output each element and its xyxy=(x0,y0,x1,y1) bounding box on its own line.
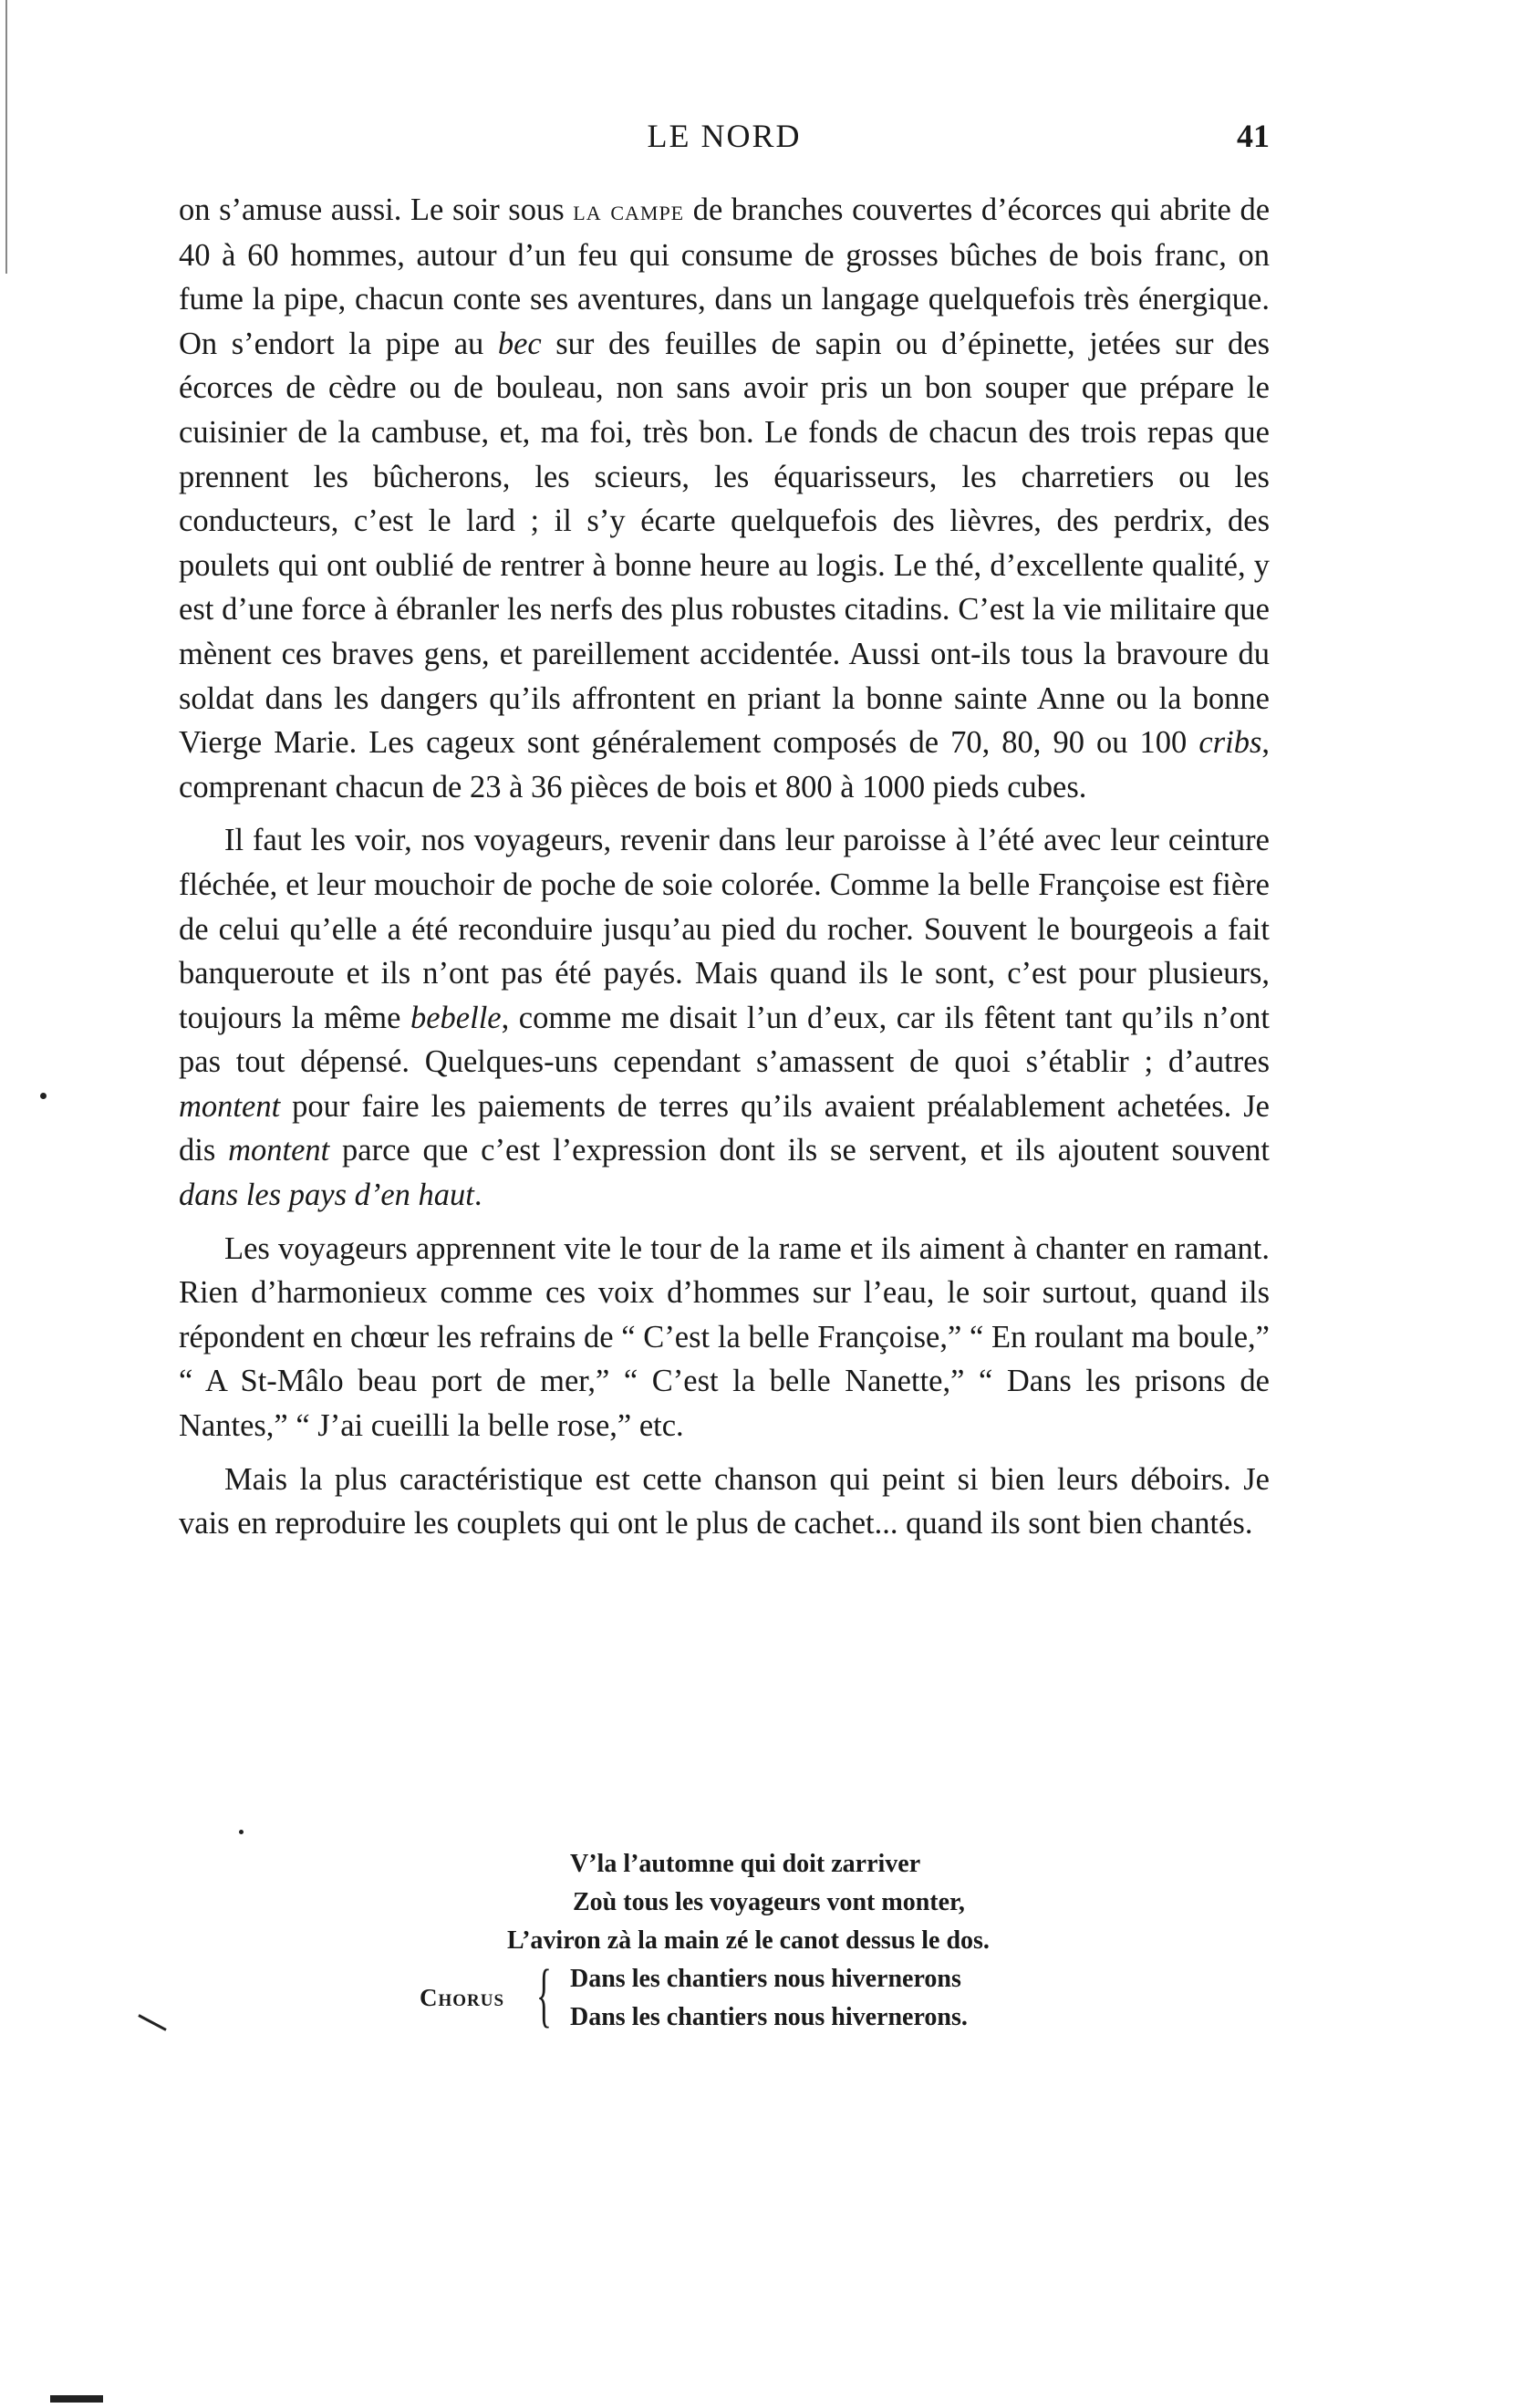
text-run: de branches couvertes d’écorces qui abrite de 40 à 60 hommes, autour d’un feu qui consume de grosses bûches de bois franc, on fume la pipe, chacun conte ses aventures, dans un langage quelquefois très énergique. On s’endort la pipe au xyxy=(179,192,1271,361)
page-header xyxy=(179,117,1270,162)
text-run: , comme me disait l’un d’eux, car ils fêtent tant qu’ils n’ont pas tout dépensé. Quelques-uns cependant s’amassent de quoi s’établir ; d’autres xyxy=(179,1000,1271,1080)
italic-term: montent xyxy=(228,1133,330,1168)
italic-term: bebelle xyxy=(410,1000,502,1035)
scan-mark-bullet xyxy=(40,1093,47,1099)
chorus-line: Dans les chantiers nous hivernerons. xyxy=(570,2003,968,2031)
text-run: parce que c’est l’expression dont ils se servent, et ils ajoutent souvent xyxy=(329,1133,1270,1168)
text-run: Mais la plus caractéristique est cette chanson qui peint si bien leurs déboirs. Je vais en reproduire les couplets qui ont le plus de cachet... quand ils sont bien chantés. xyxy=(179,1461,1270,1541)
song-verse xyxy=(420,1845,1149,2037)
scan-mark-left-edge xyxy=(5,0,7,274)
italic-term: cribs xyxy=(1198,725,1262,761)
italic-term: dans les pays d’en haut xyxy=(179,1178,474,1213)
verse-line: Zoù tous les voyageurs vont monter, xyxy=(573,1888,965,1916)
text-run: Les voyageurs apprennent vite le tour de la rame et ils aiment à chanter en ramant. Rien d’harmonieux comme ces voix d’hommes sur l’eau, le soir surtout, quand ils répondent en chœur les refrains de “ C’est la belle Françoise,” “ En roulant ma boule,” “ A St-Mâlo beau port de mer,” “ C’est la belle Nanette,” “ Dans les prisons de Nantes,” “ J’ai cueilli la belle rose,” etc. xyxy=(179,1230,1270,1444)
chorus-block xyxy=(420,1955,1149,2037)
chorus-line: Dans les chantiers nous hivernerons xyxy=(570,1965,961,1993)
page-body xyxy=(179,188,1270,1546)
paragraph-4 xyxy=(179,1458,1270,1546)
text-run: . xyxy=(473,1178,482,1213)
text-run: on s’amuse aussi. Le soir sous xyxy=(179,192,574,227)
paragraph-2 xyxy=(179,818,1270,1217)
page-number: 41 xyxy=(1237,118,1270,154)
running-head: LE NORD xyxy=(647,118,802,154)
chorus-label: Chorus xyxy=(420,1984,505,2011)
paragraph-3 xyxy=(179,1227,1270,1448)
scan-mark-dash xyxy=(138,2014,166,2031)
scan-mark-bottom-bar xyxy=(50,2395,103,2403)
curly-brace-icon: { xyxy=(536,1955,552,2034)
small-caps-term: la campe xyxy=(573,194,685,226)
text-run: , comprenant chacun de 23 à 36 pièces de bois et 800 à 1000 pieds cubes. xyxy=(179,725,1270,804)
text-run: sur des feuilles de sapin ou d’épinette, jetées sur des écorces de cèdre ou de bouleau, non sans avoir pris un bon souper que prépare le cuisinier de la cambuse, et, ma foi, très bon. Le fonds de chacun des trois repas que prennent les bûcherons, les scieurs, les équarisseurs, les charretiers ou les conducteurs, c’est le lard ; il s’y écarte quelquefois des lièvres, des perdrix, des poulets qui ont oublié de rentrer à bonne heure au logis. Le thé, d’excellente qualité, y est d’une force à ébranler les nerfs des plus robustes citadins. C’est la vie militaire que mènent ces braves gens, et pareillement accidentée. Aussi ont-ils tous la bravoure du soldat dans les dangers qu’ils affrontent en priant la bonne sainte Anne ou la bonne Vierge Marie. Les cageux sont généralement composés de 70, 80, 90 ou 100 xyxy=(179,326,1270,761)
text-run: pour faire les paiements de terres qu’ils avaient préalablement achetées. Je dis xyxy=(179,1088,1270,1168)
verse-line: L’aviron zà la main zé le canot dessus le dos. xyxy=(507,1926,990,1955)
verse-line: V’la l’automne qui doit zarriver xyxy=(570,1850,921,1878)
paragraph-1 xyxy=(179,188,1270,809)
text-run: Il faut les voir, nos voyageurs, revenir dans leur paroisse à l’été avec leur ceinture fléchée, et leur mouchoir de poche de soie colorée. Comme la belle Françoise est fière de celui qu’elle a été reconduire jusqu’au pied du rocher. Souvent le bourgeois a fait banqueroute et ils n’ont pas été payés. Mais quand ils le sont, c’est pour plusieurs, toujours la même xyxy=(179,823,1270,1035)
scan-mark-dot xyxy=(239,1830,244,1834)
italic-term: bec xyxy=(497,326,542,361)
chorus-lines xyxy=(570,1960,968,2037)
italic-term: montent xyxy=(179,1088,281,1124)
